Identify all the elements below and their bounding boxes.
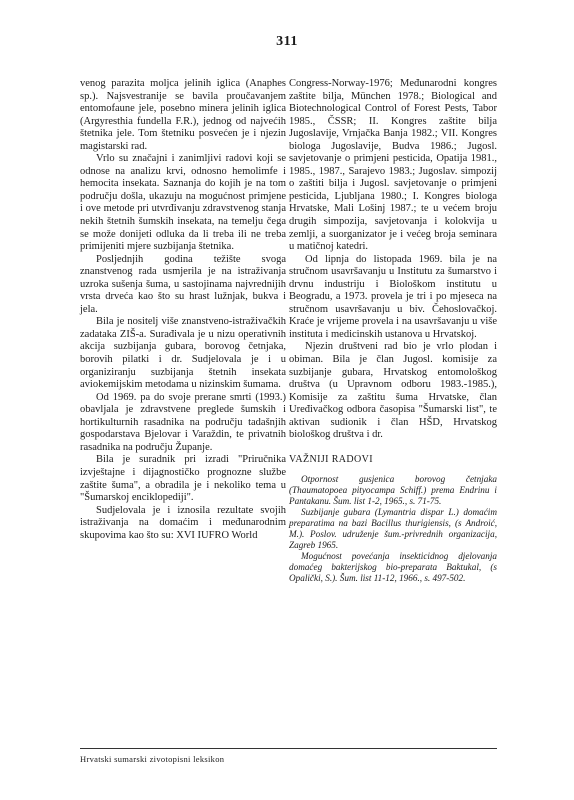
left-column	[80, 78, 286, 542]
body-paragraph: Vrlo su značajni i zanimljivi radovi koji se odnose na analizu krvi, odnosno hemolimfe i hemocita insekata. Saznanja do kojih je na tom području došla, ukazuju na mogućnost primjene i ove metode pri utvrđivanju zdravstvenog stanja nekih štetnih šumskih insekata, na temelju čega se može donijeti odluka da li treba ili ne treba primijeniti mjere suzbijanja štetnika.	[80, 153, 286, 253]
body-paragraph: venog parazita moljca jelinih iglica (Anaphes sp.). Najsvestranije se bavila proučavanjem entomofaune jele, posebno minera jelinih iglica (Argyresthia fundella F.R.), jednog od najvećih štetnika jele. Tom štetniku posvećen je i njezin magistarski rad.	[80, 78, 286, 152]
body-paragraph: Bila je nositelj više znanstveno-istraživačkih zadataka ZIŠ-a. Surađivala je u nizu operativnih akcija suzbijanja gubara, borovog četnjaka, borovih pilatki i dr. Sudjelovala je i u organiziranju suzbijanja štetnih insekata aviokemijskim metodama u nizinskim šumama.	[80, 316, 286, 391]
reference-item: Otpornost gusjenica borovog četnjaka (Thaumatopoea pityocampa Schiff.) prema Endrinu i Pantakanu. Šum. list 1-2, 1965., s. 71-75.	[289, 474, 497, 507]
body-paragraph: Bila je suradnik pri izradi "Priručnika izvještajne i dijagnostičko prognozne službe zaštite šuma", a obradila je i nekoliko tema u "Šumarskoj enciklopediji".	[80, 454, 286, 504]
page-number: 311	[276, 34, 298, 49]
section-heading: VAŽNIJI RADOVI	[289, 453, 374, 465]
right-column	[289, 78, 497, 584]
reference-item: Suzbijanje gubara (Lymantria dispar L.) domaćim preparatima na bazi Bacillus thurigiensis, (s Androić, M.). Poslov. udruženje šum.-privrednih organizacija, Zagreb 1965.	[289, 507, 497, 551]
footer-divider	[80, 748, 497, 749]
reference-list	[289, 474, 497, 584]
body-paragraph: Sudjelovala je i iznosila rezultate svojih istraživanja na domaćim i međunarodnim skupovima kao što su: XVI IUFRO World	[80, 504, 286, 541]
running-footer: Hrvatski sumarski zivotopisni leksikon	[80, 754, 225, 764]
body-paragraph: Posljednjih godina težište svoga znanstvenog rada usmjerila je na istraživanja uzroka sušenja šuma, u sastojinama najvrednijih vrsta drveća kao što su hrast lužnjak, bukva i jela.	[80, 253, 286, 315]
body-paragraph: Njezin društveni rad bio je vrlo plodan i obiman. Bila je član Jugosl. komisije za suzbijanje gubara, Hrvatskog entomološkog društva (u Upravnom odboru 1983.-1985.), Komisije za zaštitu šuma Hrvatske, član Uređivačkog odbora časopisa "Šumarski list", te aktivan sudionik i član HŠD, Hrvatskog biološkog društva i dr.	[289, 341, 497, 441]
reference-item: Mogućnost povećanja insekticidnog djelovanja domaćeg bakterijskog bio-preparata Baktukal, (s Opalički, S.). Šum. list 11-12, 1966., s. 497-502.	[289, 551, 497, 584]
body-paragraph: Od lipnja do listopada 1969. bila je na stručnom usavršavanju u Institutu za šumarstvo i drvnu industriju i Biološkom institutu u Beogradu, a 1973. provela je tri i po mjeseca na stručnom usavršavanju u biv. Čehoslovačkoj. Kraće je vrijeme provela i na usavršavanju u više instituta i medicinskih ustanova u Hrvatskoj.	[289, 253, 497, 340]
body-paragraph: Od 1969. pa do svoje prerane smrti (1993.) obavljala je zdravstvene preglede šumskih i hortikulturnih rasadnika na području tadašnjih gospodarstava Bjelovar i Varaždin, te privatnih rasadnika na području Županje.	[80, 391, 286, 453]
body-paragraph: Congress-Norway-1976; Međunarodni kongres zaštite bilja, München 1978.; Biological and Biotechnological Control of Forest Pests, Tabor 1985., ČSSR; II. Kongres zaštite bilja Jugoslavije, Vrnjačka Banja 1982.; VII. Kongres biologa Jugoslavije, Budva 1986.; Jugosl. savjetovanje o primjeni pesticida, Opatija 1981., 1985., 1987., Sarajevo 1983.; Jugoslav. simpozij o zaštiti bilja i Jugosl. savjetovanje o primjeni pesticida, Ljubljana 1980.; I. Kongres biologa Hrvatske, Mali Lošinj 1987.; te u većem broju drugih simpozija, savjetovanja i kolokvija u zemlji, a suorganizator je i većeg broja seminara u matičnoj katedri.	[289, 78, 497, 253]
